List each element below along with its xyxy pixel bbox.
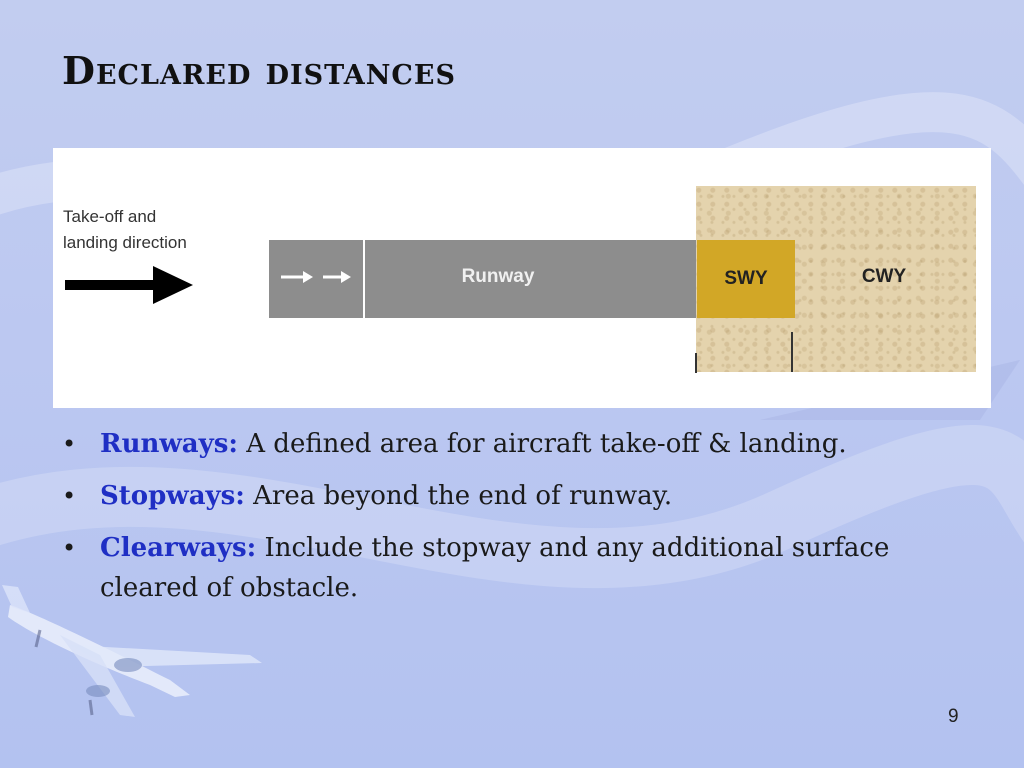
definition-clearways: Include the stopway and any additional surface cleared of obstacle. <box>100 533 890 603</box>
definition-stopways: Area beyond the end of runway. <box>244 481 673 511</box>
term-clearways: Clearways: <box>100 533 257 563</box>
slide-title: Declared distances <box>62 48 456 93</box>
runway-diagram <box>53 148 991 408</box>
page-number: 9 <box>948 706 959 727</box>
direction-label <box>63 204 223 256</box>
direction-label-line2: landing direction <box>63 233 187 252</box>
bullet-icon: • <box>62 430 77 458</box>
stopway-end-marker <box>791 332 793 372</box>
threshold-arrows-icon <box>279 262 355 292</box>
arrow-right-icon <box>65 264 195 308</box>
definition-runways: A defined area for aircraft take-off & landing. <box>238 429 847 459</box>
term-runways: Runways: <box>100 429 238 459</box>
airplane-icon <box>0 585 280 745</box>
list-item-stopways <box>62 476 962 516</box>
term-stopways: Stopways: <box>100 481 245 511</box>
stopway-block <box>697 240 795 318</box>
cwy-label: CWY <box>861 266 907 287</box>
bullet-icon: • <box>62 534 77 562</box>
swy-label: SWY <box>724 268 768 289</box>
direction-label-line1: Take-off and <box>63 207 157 226</box>
list-item-runways <box>62 424 962 464</box>
runway-label: Runway <box>461 266 535 287</box>
runway-end-marker <box>695 353 697 373</box>
runway-threshold <box>269 240 365 318</box>
bullet-icon: • <box>62 482 77 510</box>
